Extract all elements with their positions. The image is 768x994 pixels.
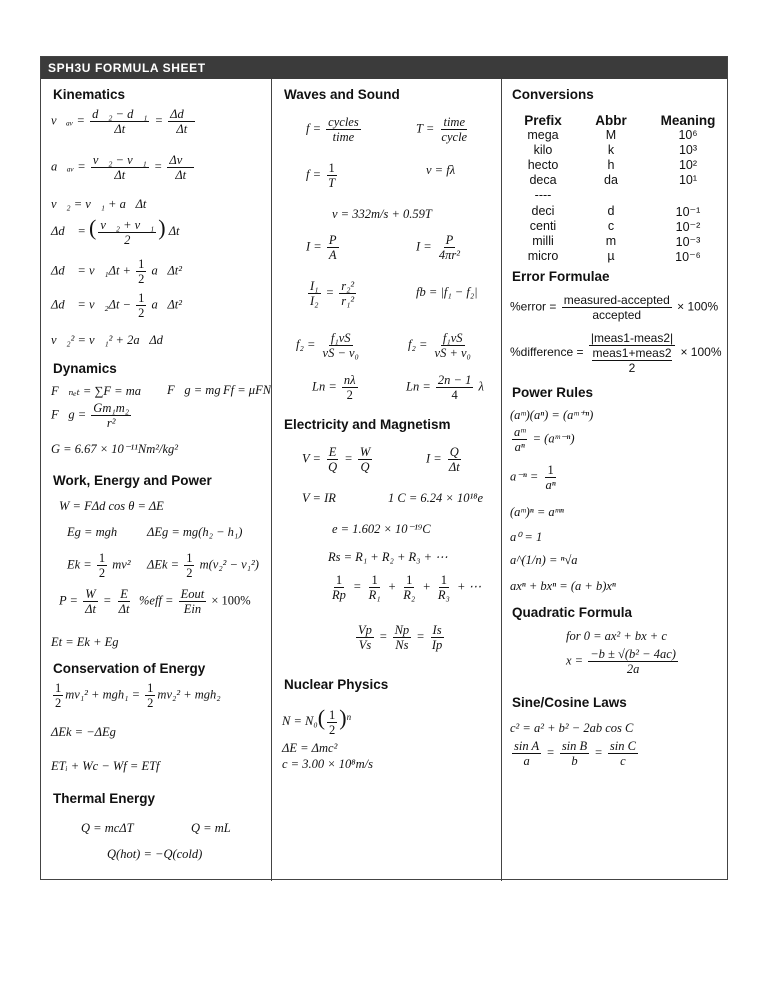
conservation-eq-dek: ΔEk = −ΔEg [51, 725, 116, 739]
dynamics-eq-fnet: F⃗ₙₑₜ = ∑F = ma⃗ [51, 384, 151, 398]
kinematics-eq-dd-v2: Δd⃗ = v⃗₂Δt − $\frac{1}{2}$ a⃗Δt² [51, 291, 183, 320]
conversions-heading: Conversions [512, 87, 594, 102]
waves-eq-f-period: f = $\frac{1}{T}$ [306, 161, 336, 190]
nuclear-heading: Nuclear Physics [284, 677, 389, 692]
quadratic-heading: Quadratic Formula [512, 605, 633, 620]
nuclear-eq-emc: ΔE = Δmc² [282, 741, 338, 755]
kinematics-eq-aav: a⃗ₐᵥ = $\frac{\text{v⃗₂ − v⃗₁}}{\Delta t}$ = $\frac{\Delta v⃗}{\Delta t}$ [51, 153, 193, 182]
power-eq-product: (aᵐ)(aⁿ) = (aᵐ⁺ⁿ) [510, 408, 594, 422]
thermal-eq-ml: Q = mL [191, 821, 231, 835]
electricity-eq-e: e = 1.602 × 10⁻¹⁹C [332, 522, 431, 536]
waves-eq-doppler-approach: f₂ = $\frac{\text{f₁vS}}{\text{vS − v₀}}$ [296, 331, 359, 360]
kinematics-eq-vav: v⃗ₐᵥ = $\frac{\text{d⃗₂ − d⃗₁}}{\Delta t}$ = $\frac{\Delta d⃗}{\Delta t}$ [51, 107, 194, 136]
table-row: mega M 10⁶ [527, 128, 698, 142]
power-heading: Power Rules [512, 385, 594, 400]
work-eq-ek: Ek = $\frac{1}{2}$ mv² [67, 551, 131, 580]
kinematics-eq-dd-v1: Δd⃗ = v⃗₁Δt + $\frac{1}{2}$ a⃗Δt² [51, 257, 183, 286]
table-row: deci d 10⁻¹ [531, 204, 701, 219]
power-eq-sum: axⁿ + bxⁿ = (a + b)xⁿ [510, 579, 616, 593]
waves-eq-intensity-area: I = $\frac{P}{A}$ [306, 233, 337, 262]
electricity-eq-coulomb: 1 C = 6.24 × 10¹⁸e [388, 491, 484, 505]
sheet-title: SPH3U FORMULA SHEET [48, 61, 206, 75]
work-heading: Work, Energy and Power [53, 473, 212, 488]
table-row: kilo k 10³ [533, 143, 698, 157]
dynamics-eq-gravitation: F⃗g = $\frac{\text{Gm₁m₂}}{\text{r²}}$ [51, 401, 130, 430]
table-row: centi c 10⁻² [529, 219, 701, 234]
thermal-eq-mcdt: Q = mcΔT [81, 821, 134, 835]
error-heading: Error Formulae [512, 269, 610, 284]
work-eq-efficiency: %eff = Eout Ein × 100% [139, 587, 251, 616]
electricity-eq-v: V = $\frac{E}{Q}$ = $\frac{W}{Q}$ [302, 445, 371, 474]
column-middle [271, 79, 502, 881]
waves-eq-ln-open: Ln = $\frac{n\lambda}{2}$ [312, 373, 356, 402]
dynamics-eq-fg: F⃗g = mg⃗ [167, 383, 231, 397]
sine-law: $\frac{\text{sin A}}{a}$ = $\frac{\text{sin B}}{b}$ = $\frac{\text{sin C}}{c}$ [514, 739, 636, 768]
conservation-heading: Conservation of Energy [53, 661, 206, 676]
kinematics-heading: Kinematics [53, 87, 126, 102]
nuclear-eq-decay: N = N₀( $\frac{1}{2}$ )$^n$ [282, 705, 352, 737]
column-right [502, 79, 729, 881]
work-eq-dek: ΔEk = $\frac{1}{2}$ m(v₂² − v₁²) [147, 551, 259, 580]
quadratic-eq-x: x = $\frac{\text{−b ± √(b² − 4ac)}}{2a}$ [566, 647, 676, 676]
power-eq-root: a^(1/n) = ⁿ√a [510, 553, 578, 567]
quadratic-eq-form: for 0 = ax² + bx + c [566, 629, 667, 643]
work-eq-et: Et = Ek + Eg [51, 635, 119, 649]
conservation-eq-et: ETᵢ + Wc − Wf = ETf [51, 759, 160, 773]
conversions-header-row: Prefix Abbr Meaning [524, 113, 716, 128]
work-eq-power: P = $\frac{W}{\Delta t}$ = $\frac{E}{\Delta t}$ [59, 587, 130, 616]
electricity-eq-ohm: V = IR [302, 491, 336, 505]
waves-eq-doppler-recede: f₂ = $\frac{\text{f₁vS}}{\text{vS + v₀}}$ [408, 331, 471, 360]
column-left [41, 79, 271, 881]
kinematics-eq-v2sq: v⃗₂² = v⃗₁² + 2a⃗Δd⃗ [51, 333, 173, 347]
waves-eq-f: f = cycles time [306, 115, 359, 144]
formula-sheet [40, 56, 728, 880]
dynamics-g-constant: G = 6.67 × 10⁻¹¹Nm²/kg² [51, 442, 178, 456]
power-eq-negative: a⁻ⁿ = $\frac{1}{\text{aⁿ}}$ [510, 463, 556, 492]
waves-eq-ln-closed: Ln = $\frac{2n - 1}{4}$ λ [406, 373, 484, 402]
table-row: deca da 10¹ [529, 173, 698, 187]
thermal-heading: Thermal Energy [53, 791, 156, 806]
electricity-eq-i: I = $\frac{Q}{\Delta t}$ [426, 445, 460, 474]
table-row: milli m 10⁻³ [532, 234, 701, 249]
nuclear-eq-c: c = 3.00 × 10⁸m/s [282, 757, 374, 771]
kinematics-eq-dd-avg: Δd⃗ = ( $\frac{\text{v⃗₂ + v⃗₁}}{2}$ ) Δt [51, 215, 180, 247]
waves-eq-t: T = time cycle [416, 115, 468, 144]
table-row: ---- [534, 188, 552, 202]
sheet-header [41, 57, 727, 79]
electricity-heading: Electricity and Magnetism [284, 417, 451, 432]
waves-eq-beat: fb = |f₁ − f₂| [416, 285, 478, 299]
work-eq-deg: ΔEg = mg(h₂ − h₁) [147, 525, 243, 539]
conservation-eq-energy: $\frac{1}{2}$ mv₁² + mgh₁ = $\frac{1}{2}$ mv₂² + mgh₂ [55, 681, 221, 710]
kinematics-eq-v2: v⃗₂ = v⃗₁ + a⃗Δt [51, 197, 147, 211]
table-row: micro µ 10⁻⁶ [527, 249, 701, 264]
waves-heading: Waves and Sound [284, 87, 400, 102]
waves-eq-vsound: v = 332m/s + 0.59T [332, 207, 432, 221]
waves-eq-intensity-sphere: I = $\frac{P}{\text{4πr²}}$ [416, 233, 460, 262]
work-eq-eg: Eg = mgh [67, 525, 118, 539]
work-eq-w: W = FΔd cos θ = ΔE [59, 499, 164, 513]
thermal-eq-hot-cold: Q(hot) = −Q(cold) [107, 847, 203, 861]
electricity-eq-rp: $\frac{1}{Rp}$ = $\frac{1}{\text{R₁}}$ + $\frac{1}{\text{R₂}}$ + $\frac{1}{\text{R₃}}$ + ⋯ [332, 573, 482, 602]
error-eq-percent-error: %error = measured-accepted accepted × 100% [510, 293, 719, 322]
error-eq-percent-difference: %difference = |meas1-meas2| meas1+meas2 2 × 100% [510, 331, 722, 375]
power-eq-zero: a⁰ = 1 [510, 530, 543, 544]
sine-cosine-heading: Sine/Cosine Laws [512, 695, 627, 710]
electricity-eq-transformer: $\frac{Vp}{Vs}$ = $\frac{Np}{Ns}$ = $\frac{Is}{Ip}$ [358, 623, 443, 652]
table-row: hecto h 10² [527, 158, 698, 172]
cosine-law: c² = a² + b² − 2ab cos C [510, 721, 634, 735]
dynamics-heading: Dynamics [53, 361, 117, 376]
power-eq-power-of-power: (aᵐ)ⁿ = aᵐⁿ [510, 505, 564, 519]
dynamics-eq-ff: Ff = μFN [223, 383, 272, 397]
power-eq-quotient: $\frac{\text{aᵐ}}{\text{aⁿ}}$ = (aᵐ⁻ⁿ) [514, 425, 575, 454]
waves-eq-v: v = fλ [426, 163, 456, 177]
waves-eq-intensity-ratio: $\frac{\text{I₁}}{\text{I₂}}$ = $\frac{\text{r₂²}}{\text{r₁²}}$ [310, 279, 355, 308]
electricity-eq-rs: Rs = R₁ + R₂ + R₃ + ⋯ [328, 550, 448, 564]
